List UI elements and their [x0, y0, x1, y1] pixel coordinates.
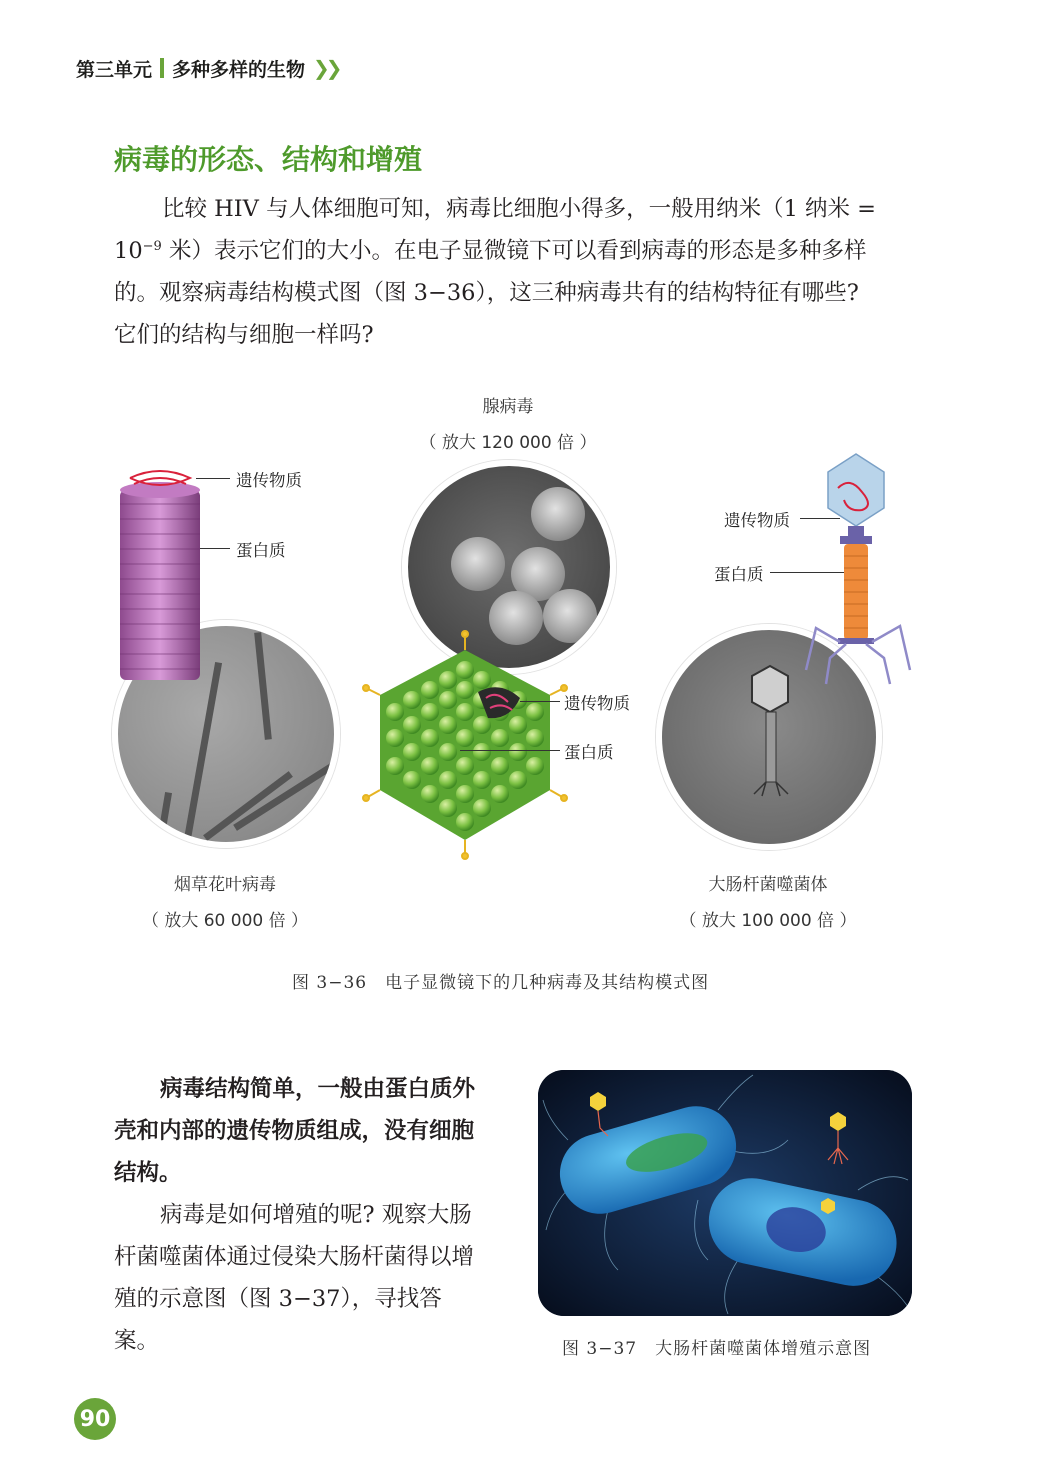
bold-statement: 病毒结构简单，一般由蛋白质外壳和内部的遗传物质组成，没有细胞结构。	[114, 1076, 476, 1186]
adeno-genetic-label: 遗传物质	[564, 694, 630, 713]
tmv-magnification: （ 放大 60 000 倍 ）	[141, 911, 309, 931]
tmv-protein-line	[200, 548, 230, 549]
tmv-protein-label: 蛋白质	[236, 541, 286, 560]
intro-line-1: 比较 HIV 与人体细胞可知，病毒比细胞小得多，一般用纳米（1 纳米 =	[162, 196, 877, 222]
phage-genetic-line	[800, 518, 840, 519]
bacteriophage-infection-illustration	[538, 1070, 912, 1316]
intro-line-2-base: 10	[114, 238, 143, 264]
exponent: −9	[142, 239, 162, 254]
phage-protein-label: 蛋白质	[714, 565, 764, 584]
phage-protein-line	[770, 572, 844, 573]
tmv-genetic-label: 遗传物质	[236, 471, 302, 490]
phage-magnification: （ 放大 100 000 倍 ）	[679, 911, 857, 931]
phage-model	[800, 448, 920, 688]
question-paragraph: 病毒是如何增殖的呢? 观察大肠杆菌噬菌体通过侵染大肠杆菌得以增殖的示意图（图 3−37），寻找答案。	[114, 1202, 475, 1354]
section-title: 病毒的形态、结构和增殖	[114, 143, 423, 176]
figure-3-37-caption: 图 3−37 大肠杆菌噬菌体增殖示意图	[562, 1339, 872, 1359]
intro-line-4: 它们的结构与细胞一样吗?	[114, 322, 374, 348]
adenovirus-name: 腺病毒	[482, 397, 534, 417]
adeno-protein-label: 蛋白质	[564, 743, 614, 762]
adeno-genetic-line	[520, 701, 560, 702]
phage-name: 大肠杆菌噬菌体	[708, 875, 828, 895]
unit-topic: 多种多样的生物	[172, 58, 306, 81]
tmv-name: 烟草花叶病毒	[174, 875, 276, 895]
figure-3-37-image	[538, 1070, 912, 1316]
header-divider	[160, 58, 164, 78]
adenovirus-magnification: （ 放大 120 000 倍 ）	[419, 433, 597, 453]
figure-3-36-caption: 图 3−36 电子显微镜下的几种病毒及其结构模式图	[292, 973, 710, 993]
chevron-right-icon: ❯❯	[313, 56, 339, 80]
adeno-protein-line	[460, 750, 560, 751]
intro-line-3: 的。观察病毒结构模式图（图 3−36），这三种病毒共有的结构特征有哪些?	[114, 280, 859, 306]
unit-label: 第三单元	[76, 58, 153, 81]
adenovirus-model	[360, 630, 570, 860]
intro-line-2: 米）表示它们的大小。在电子显微镜下可以看到病毒的形态是多种多样	[161, 238, 867, 264]
unit-header	[76, 54, 339, 82]
body-text	[114, 1068, 476, 1362]
page-number: 90	[74, 1398, 116, 1440]
tmv-model	[110, 464, 210, 684]
intro-paragraph	[114, 188, 919, 356]
tmv-genetic-line	[196, 478, 230, 479]
phage-genetic-label: 遗传物质	[724, 511, 790, 530]
